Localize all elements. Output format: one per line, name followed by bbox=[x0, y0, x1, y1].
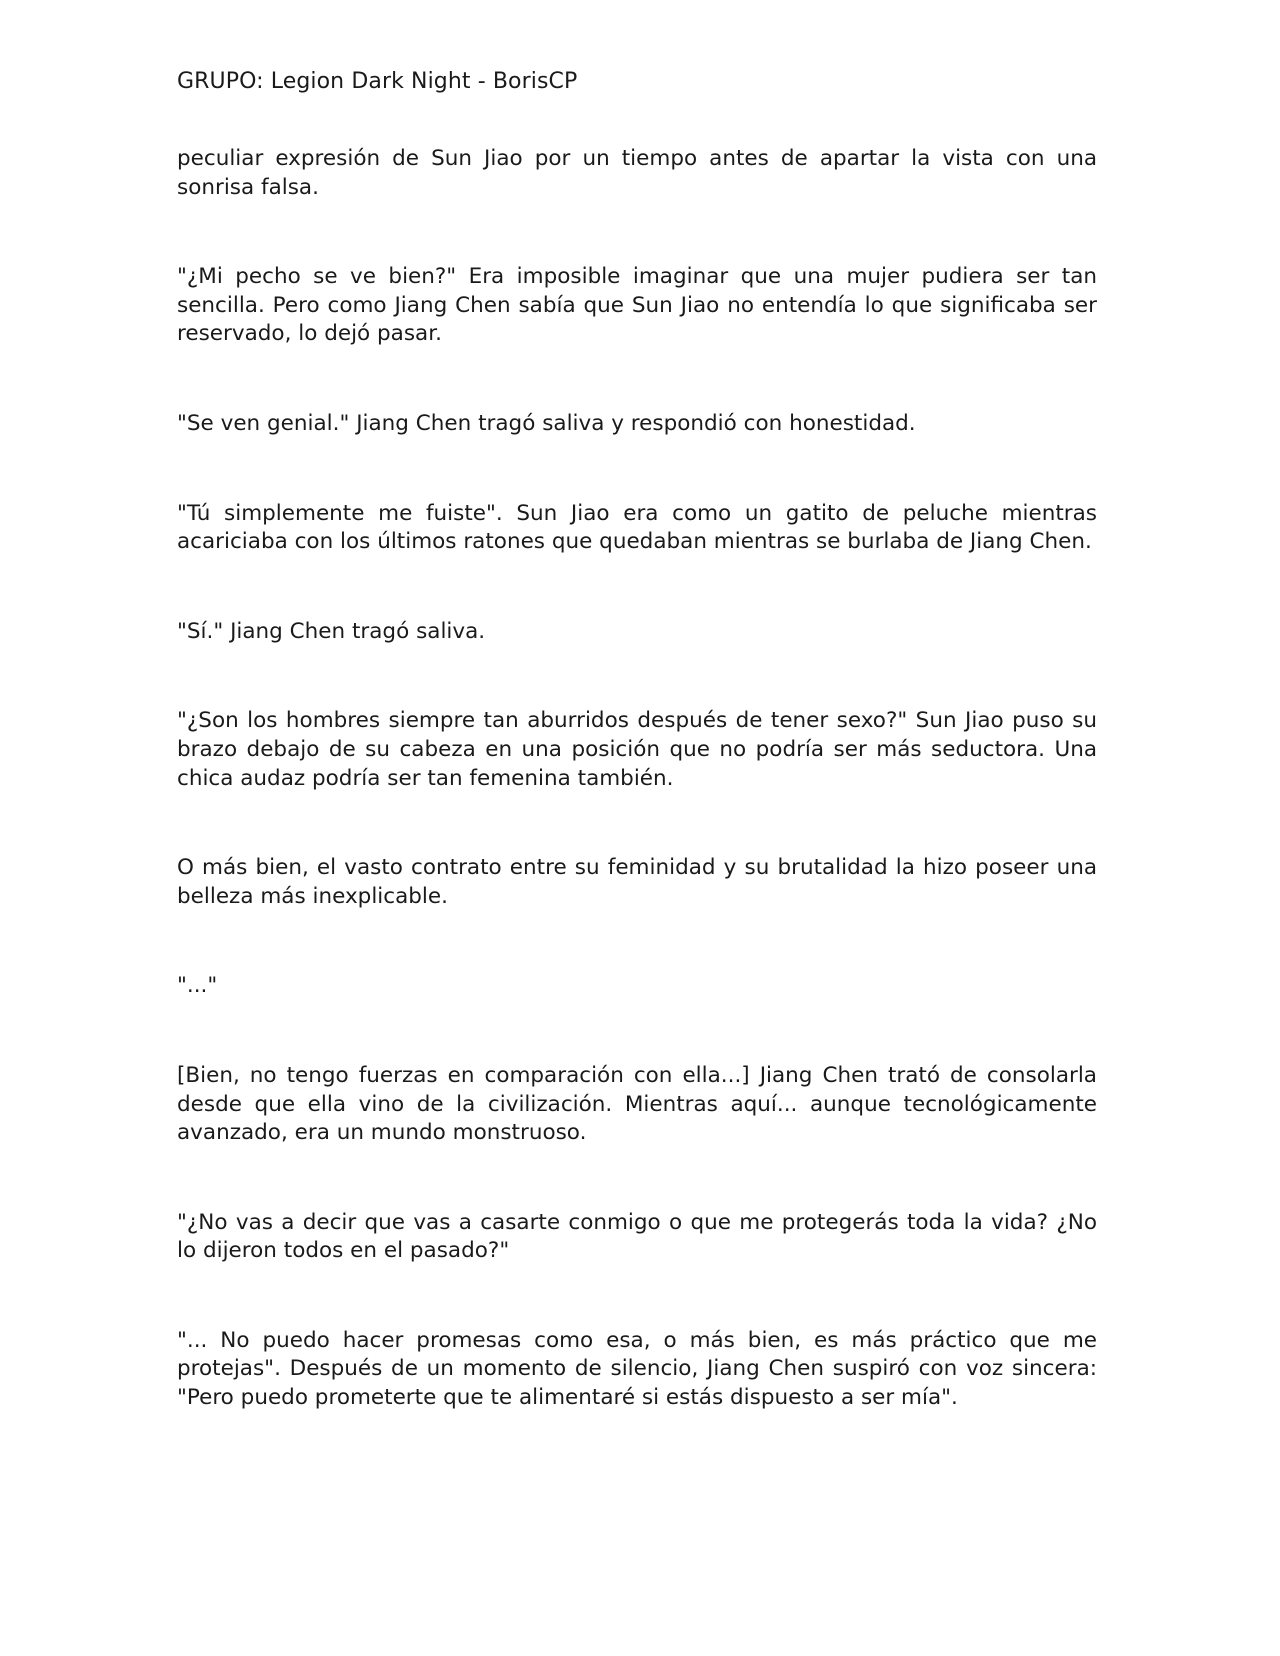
paragraph: "... No puedo hacer promesas como esa, o más bien, es más práctico que me protejas". Después de un momento de silencio, Jiang Chen suspiró con voz sincera: "Pero puedo prometerte que te alimentaré si estás dispuesto a ser mía". bbox=[177, 1327, 1097, 1411]
paragraph: "Se ven genial." Jiang Chen tragó saliva y respondió con honestidad. bbox=[177, 410, 916, 436]
paragraph: "Tú simplemente me fuiste". Sun Jiao era como un gatito de peluche mientras acariciaba con los últimos ratones que quedaban mientras se burlaba de Jiang Chen. bbox=[177, 500, 1097, 555]
page-header: GRUPO: Legion Dark Night - BorisCP bbox=[177, 69, 578, 94]
paragraph: "Sí." Jiang Chen tragó saliva. bbox=[177, 618, 486, 644]
paragraph: "¿No vas a decir que vas a casarte conmigo o que me protegerás toda la vida? ¿No lo dijeron todos en el pasado?" bbox=[177, 1209, 1097, 1264]
document-page bbox=[177, 68, 1097, 1474]
paragraph: "¿Mi pecho se ve bien?" Era imposible imaginar que una mujer pudiera ser tan sencilla. Pero como Jiang Chen sabía que Sun Jiao no entendía lo que significaba ser reservado, lo dejó pasar. bbox=[177, 264, 1097, 347]
paragraph: [Bien, no tengo fuerzas en comparación con ella...] Jiang Chen trató de consolarla desde que ella vino de la civilización. Mientras aquí... aunque tecnológicamente avanzado, era un mundo monstruoso. bbox=[177, 1062, 1097, 1146]
paragraph: "¿Son los hombres siempre tan aburridos después de tener sexo?" Sun Jiao puso su brazo debajo de su cabeza en una posición que no podría ser más seductora. Una chica audaz podría ser tan femenina también. bbox=[177, 708, 1097, 791]
paragraph: peculiar expresión de Sun Jiao por un tiempo antes de apartar la vista con una sonrisa falsa. bbox=[177, 146, 1097, 200]
paragraph: "..." bbox=[177, 973, 218, 999]
paragraph: O más bien, el vasto contrato entre su feminidad y su brutalidad la hizo poseer una belleza más inexplicable. bbox=[177, 855, 1097, 909]
